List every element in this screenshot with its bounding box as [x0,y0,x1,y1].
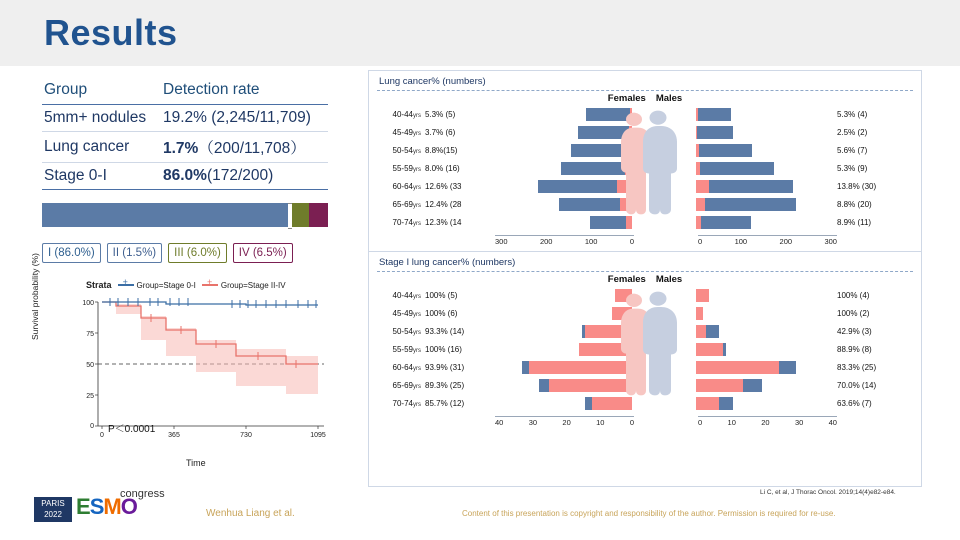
axis-tick: 300 [824,236,837,246]
pyramid-row [379,142,911,159]
age-group-label: 65-69yrs [392,200,421,209]
axis-tick: 30 [794,417,804,427]
male-stat-label: 5.3% (9) [837,164,868,173]
bar-segment-highlight [696,343,723,356]
svg-text:0: 0 [90,423,94,430]
label-females: Females [607,274,646,285]
male-bar [696,216,829,229]
female-stat-label: 89.3% (25) [425,381,465,390]
divider [377,271,913,272]
paris-2022-logo [34,497,72,522]
bar-segment-total [723,343,726,356]
bar-segment-total [701,216,751,229]
congress-label: congress [120,488,165,500]
header-group: Group [42,78,161,105]
male-bar [696,126,829,139]
female-stat-label: 8.8%(15) [425,146,458,155]
label-females: Females [607,93,646,104]
female-bar [499,126,632,139]
axis-tick: 200 [779,236,793,246]
stage-segment-iii [292,203,309,227]
stage-segment-iv [309,203,328,227]
author-credit: Wenhua Liang et al. [206,508,295,519]
km-x-axis-label: Time [186,458,206,468]
cell-rate-stage0i [161,163,328,190]
bar-segment-highlight [617,180,632,193]
bar-segment-total [585,397,592,410]
bar-segment-total [538,180,618,193]
female-bar [499,307,632,320]
age-group-label: 60-64yrs [392,363,421,372]
results-table-container [42,78,332,190]
bar-segment-highlight [696,180,709,193]
cell-rate-lung-cancer [161,132,328,163]
svg-text:75: 75 [86,331,94,338]
female-stat-label: 12.3% (14 [425,218,462,227]
bar-segment-total [578,126,629,139]
male-stat-label: 2.5% (2) [837,128,868,137]
bar-segment-highlight [696,361,779,374]
bar-segment-highlight [579,343,632,356]
pyramid-2-axis [369,414,921,428]
axis-tick: 10 [727,417,736,427]
center-figure-slot [632,124,696,141]
pyramid-2-rows [369,287,921,412]
rate-rest-stage: (172/200) [206,167,274,184]
center-figure-slot [632,341,696,358]
bar-segment-total [709,180,792,193]
table-row [42,132,328,163]
female-stat-label: 5.3% (5) [425,110,456,119]
pyramid-row [379,178,911,195]
bar-segment-total [743,379,763,392]
copyright-note: Content of this presentation is copyright and responsibility of the author. Permission is required for re-use. [462,509,836,518]
pyramid-row [379,323,911,340]
axis-tick: 0 [698,417,703,427]
axis-tick: 100 [734,236,748,246]
female-bar [499,108,632,121]
female-bar [499,379,632,392]
pyramid-row [379,287,911,304]
male-stat-label: 88.9% (8) [837,345,872,354]
axis-tick: 100 [584,236,598,246]
bar-segment-highlight [585,325,632,338]
age-group-label: 55-59yrs [392,164,421,173]
bar-segment-total [779,361,796,374]
bar-segment-highlight [620,198,632,211]
bar-segment-highlight [696,379,743,392]
center-figure-slot [632,377,696,394]
stage-segment-i [42,203,288,227]
legend-stage-iii: III (6.0%) [168,243,227,263]
cell-group-stage0i: Stage 0-I [42,163,161,190]
axis-tick: 20 [761,417,770,427]
bar-segment-total [706,325,719,338]
table-header-row [42,78,328,105]
svg-text:1095: 1095 [310,432,326,439]
bar-segment-total [719,397,732,410]
bar-segment-total [698,108,731,121]
svg-text:100: 100 [82,300,94,307]
pyramid-row [379,377,911,394]
axis-tick: 20 [562,417,571,427]
pyramid-row [379,359,911,376]
pyramid-chart-2 [369,252,921,428]
female-stat-label: 8.0% (16) [425,164,460,173]
rate-rest-lung: （200/11,708） [198,140,306,157]
bar-segment-total [571,144,625,157]
female-bar [499,180,632,193]
cell-group-lung-cancer: Lung cancer [42,132,161,163]
pyramid-1-rows [369,106,921,231]
male-stat-label: 100% (4) [837,291,870,300]
male-stat-label: 8.9% (11) [837,218,872,227]
center-figure-slot [632,305,696,322]
km-y-axis-label: Survival probability (%) [30,253,40,340]
axis-tick: 0 [629,417,634,427]
axis-tick: 300 [495,236,508,246]
male-stat-label: 63.6% (7) [837,399,872,408]
age-group-label: 50-54yrs [392,327,421,336]
female-bar [499,216,632,229]
male-bar [696,180,829,193]
female-bar [499,144,632,157]
bar-segment-total [705,198,796,211]
header-detection-rate: Detection rate [161,78,328,105]
bar-segment-highlight [625,162,632,175]
age-group-label: 40-44yrs [392,291,421,300]
center-figure-slot [632,323,696,340]
bar-segment-total [539,379,549,392]
km-pvalue: P＜0.0001 [108,424,156,435]
pyramid-row [379,395,911,412]
female-bar [499,325,632,338]
page-title: Results [44,12,178,53]
male-bar [696,307,829,320]
bar-segment-total [586,108,629,121]
pyramid-row [379,214,911,231]
pyramid-2-title: Stage I lung cancer% (numbers) [379,257,516,268]
svg-text:0: 0 [100,432,104,439]
age-group-label: 45-49yrs [392,309,421,318]
bar-segment-total [522,361,529,374]
legend-stage-ii: II (1.5%) [107,243,162,263]
bar-segment-total [559,198,620,211]
female-bar [499,361,632,374]
line-swatch-icon [118,284,134,286]
center-figure-slot [632,160,696,177]
male-stat-label: 5.3% (4) [837,110,868,119]
bar-segment-highlight [696,325,706,338]
legend-stage-i: I (86.0%) [42,243,101,263]
axis-tick: 10 [596,417,605,427]
female-bar [499,162,632,175]
km-plot-canvas [46,294,336,454]
pyramid-row [379,106,911,123]
table-row [42,105,328,132]
female-bar [499,343,632,356]
male-bar [696,379,829,392]
stage-legend [42,243,342,263]
male-bar [696,361,829,374]
male-bar [696,108,829,121]
label-males: Males [655,274,683,285]
bar-segment-highlight [696,289,709,302]
svg-text:50: 50 [86,362,94,369]
rate-bold-stage: 86.0% [163,167,207,184]
bar-segment-highlight [696,307,703,320]
bar-segment-total [590,216,625,229]
svg-text:730: 730 [240,432,252,439]
male-stat-label: 100% (2) [837,309,870,318]
pyramid-1-title: Lung cancer% (numbers) [379,76,486,87]
axis-tick: 200 [539,236,553,246]
female-stat-label: 93.3% (14) [425,327,465,336]
km-series-0-label: Group=Stage 0-I [136,280,196,290]
bar-segment-highlight [696,397,719,410]
legend-stage-iv: IV (6.5%) [233,243,293,263]
cell-group-nodules: 5mm+ nodules [42,105,161,132]
bar-segment-total [699,144,752,157]
center-figure-slot [632,395,696,412]
pyramid-row [379,305,911,322]
center-figure-slot [632,359,696,376]
male-bar [696,162,829,175]
male-bar [696,343,829,356]
pyramid-row [379,196,911,213]
female-stat-label: 100% (16) [425,345,462,354]
female-bar [499,198,632,211]
axis-tick: 30 [528,417,538,427]
stage-distribution-bar [42,203,328,227]
male-bar [696,325,829,338]
center-figure-slot [632,196,696,213]
male-bar [696,397,829,410]
age-group-label: 45-49yrs [392,128,421,137]
female-stat-label: 12.6% (33 [425,182,462,191]
axis-tick: 40 [828,417,837,427]
pyramid-row [379,341,911,358]
rate-bold-lung: 1.7% [163,140,199,157]
bar-segment-highlight [612,307,632,320]
results-table [42,78,328,190]
pyramid-panel [368,70,922,487]
female-bar [499,289,632,302]
pyramid-row [379,124,911,141]
female-stat-label: 100% (6) [425,309,458,318]
pyramid-2-sex-headers [369,274,921,285]
center-figure-slot [632,106,696,123]
km-strata-label: Strata [86,280,112,290]
pyramid-1-axis [369,233,921,247]
age-group-label: 70-74yrs [392,399,421,408]
bar-segment-highlight [615,289,632,302]
center-figure-slot [632,142,696,159]
male-bar [696,289,829,302]
center-figure-slot [632,178,696,195]
male-bar [696,198,829,211]
svg-text:25: 25 [86,393,94,400]
age-group-label: 60-64yrs [392,182,421,191]
bar-segment-highlight [625,144,632,157]
age-group-label: 40-44yrs [392,110,421,119]
km-legend [86,280,286,290]
bar-segment-highlight [529,361,632,374]
km-legend-item-0 [118,281,196,290]
female-stat-label: 93.9% (31) [425,363,465,372]
cell-rate-nodules: 19.2% (2,245/11,709) [161,105,328,132]
male-stat-label: 70.0% (14) [837,381,877,390]
bar-segment-highlight [696,198,705,211]
bar-segment-total [561,162,625,175]
bar-segment-total [700,162,774,175]
citation-text: Li C, et al, J Thorac Oncol. 2019;14(4)e82-e84. [760,489,896,496]
female-stat-label: 100% (5) [425,291,458,300]
male-stat-label: 8.8% (20) [837,200,872,209]
age-group-label: 70-74yrs [392,218,421,227]
male-stat-label: 42.9% (3) [837,327,872,336]
female-stat-label: 3.7% (6) [425,128,456,137]
age-group-label: 65-69yrs [392,381,421,390]
age-group-label: 50-54yrs [392,146,421,155]
paris-label: PARIS [41,499,65,508]
bar-segment-highlight [592,397,632,410]
male-stat-label: 13.8% (30) [837,182,877,191]
male-stat-label: 5.6% (7) [837,146,868,155]
age-group-label: 55-59yrs [392,345,421,354]
axis-tick: 0 [698,236,703,246]
female-stat-label: 85.7% (12) [425,399,465,408]
axis-tick: 40 [495,417,504,427]
divider [377,90,913,91]
km-legend-item-1 [202,281,286,290]
pyramid-chart-1 [369,71,921,247]
axis-tick: 0 [629,236,634,246]
table-row [42,163,328,190]
bar-segment-highlight [549,379,632,392]
label-males: Males [655,93,683,104]
km-series-1-label: Group=Stage II-IV [220,280,286,290]
male-bar [696,144,829,157]
paris-year: 2022 [44,510,62,519]
female-bar [499,397,632,410]
center-figure-slot [632,214,696,231]
pyramid-row [379,160,911,177]
line-swatch-icon [202,284,218,286]
bar-segment-total [697,126,733,139]
male-stat-label: 83.3% (25) [837,363,877,372]
esmo-logo: ESMO [76,494,137,519]
svg-text:365: 365 [168,432,180,439]
center-figure-slot [632,287,696,304]
pyramid-1-sex-headers [369,93,921,104]
female-stat-label: 12.4% (28 [425,200,462,209]
